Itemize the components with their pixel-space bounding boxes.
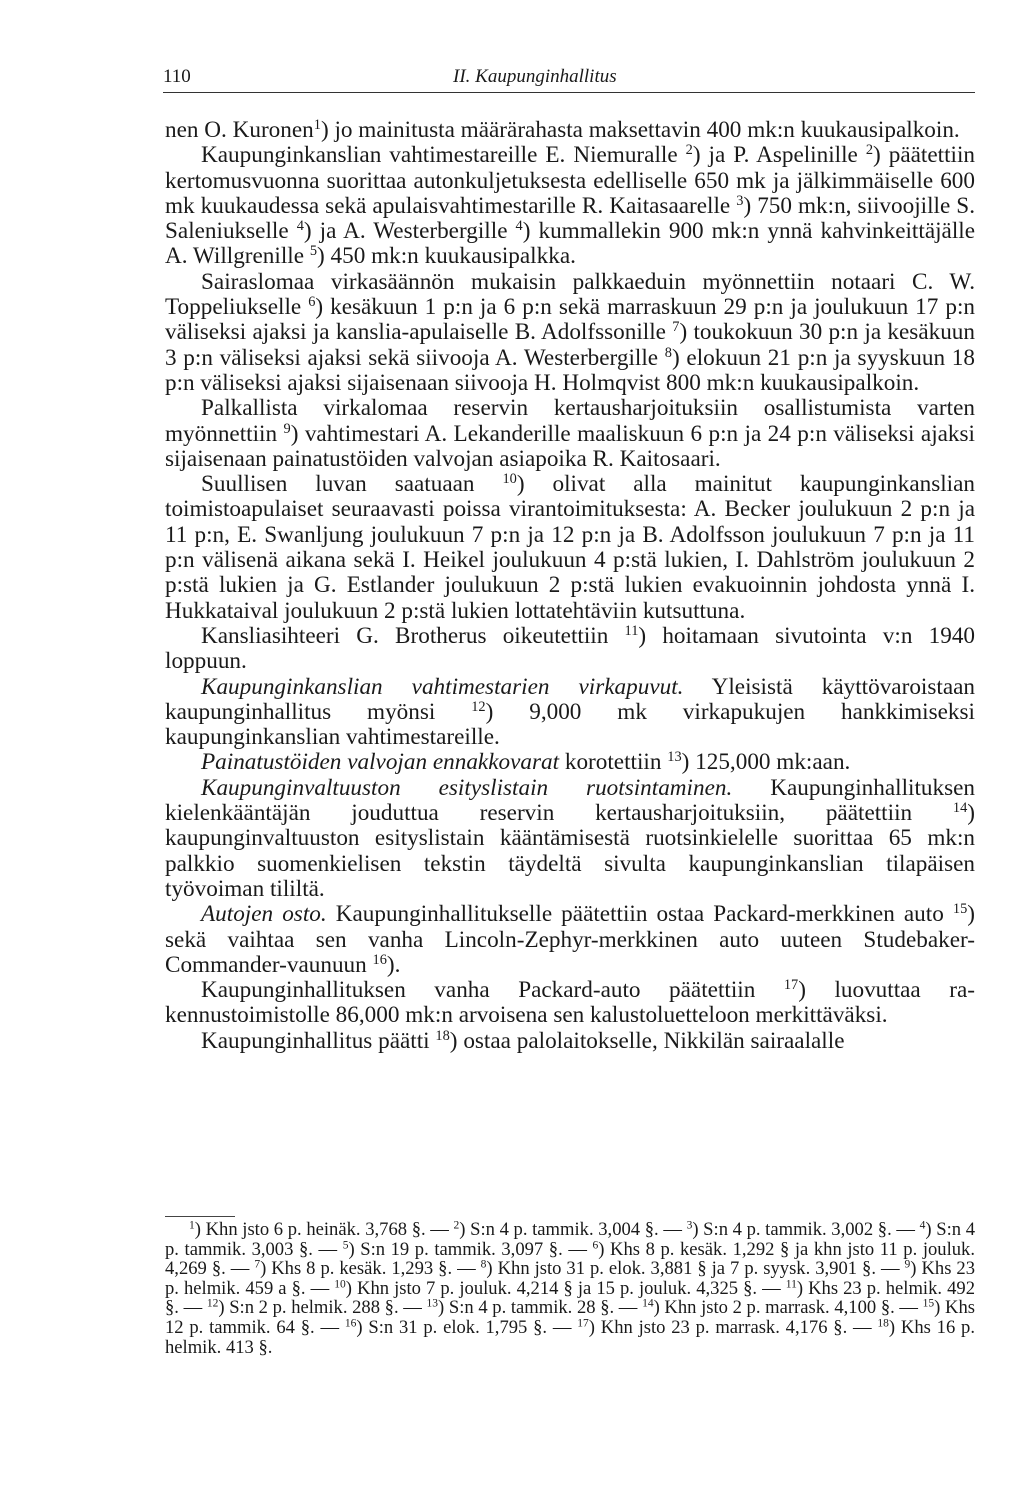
text-run: ). <box>386 951 401 978</box>
footnote-text: ) Khs 23 p. helmik. 459 a §. — <box>165 1258 975 1299</box>
footnote-ref: 6 <box>308 294 316 311</box>
footnote-ref: 5 <box>309 243 318 260</box>
paragraph <box>165 396 975 472</box>
footnote-ref: 14 <box>952 800 968 817</box>
footnote-number: 5 <box>342 1239 349 1252</box>
text-run: ) elokuun 21 p:n ja syyskuun 18 p:n väliseksi ajaksi sijaisenaan siivooja H. Holmqvist 800 mk:n kuukausipalkoin. <box>165 344 975 396</box>
footnote-text: ) S:n 4 p. tammik. 28 §. — <box>438 1297 643 1319</box>
footnote-ref: 8 <box>664 344 672 361</box>
text-run: ) 125,000 mk:aan. <box>681 749 851 776</box>
footnote-number: 10 <box>334 1278 346 1291</box>
text-run: ) jo mainitusta määrärahasta maksettavin 400 mk:n kuukausipalkoin. <box>320 117 960 143</box>
paragraph <box>165 1029 975 1054</box>
page-number: 110 <box>163 66 191 87</box>
footnote-text: ) Khn jsto 2 p. marrask. 4,100 §. — <box>653 1297 923 1319</box>
footnote-ref: 9 <box>283 420 291 437</box>
footnote-text: ) Khn jsto 31 p. elok. 3,881 § ja 7 p. syysk. 3,901 §. — <box>486 1258 905 1280</box>
paragraph <box>165 143 975 269</box>
section-heading: Painatustöiden valvojan ennakkovarat <box>201 749 560 776</box>
footnote-ref: 2 <box>865 142 874 159</box>
footnote-number: 6 <box>592 1239 599 1252</box>
text-run: Palkallista virkalomaa reservin kertausharjoituksiin osallistumista varten myönnettiin <box>165 395 975 447</box>
paragraph <box>165 118 975 143</box>
text-run: ) kesäkuun 1 p:n ja 6 p:n sekä marraskuun 29 p:n ja joulukuun 17 p:n väliseksi ajaksi ja kanslia-apulaiselle B. Adolfssonille <box>165 294 975 346</box>
paragraph <box>165 750 975 775</box>
footnote-text: ) Khs 8 p. kesäk. 1,293 §. — <box>260 1258 481 1280</box>
footnote-ref: 13 <box>667 749 682 766</box>
text-run: ) ja P. Aspelinille <box>692 142 866 169</box>
footnote-text: ) S:n 19 p. tammik. 3,097 §. — <box>348 1238 593 1260</box>
body-text <box>165 118 975 1054</box>
text-run: Sairaslomaa virkasäännön mukaisin palkkaeduin myönnettiin notaari C. W. Toppeliukselle <box>165 268 975 321</box>
footnote-text: ) S:n 4 p. tammik. 3,003 §. — <box>165 1219 975 1260</box>
text-run: nen O. Kuronen <box>165 117 314 143</box>
footnote-number: 11 <box>785 1278 797 1291</box>
text-run: Kansliasihteeri G. Brotherus oikeutettiin <box>201 622 625 649</box>
footnote-ref: 11 <box>624 623 639 640</box>
paragraph <box>165 472 975 624</box>
footnote-ref: 10 <box>502 471 517 488</box>
text-run: Kaupunginhallitukselle päätettiin ostaa Packard-merkkinen auto <box>326 901 953 928</box>
footnote-text: ) Khs 12 p. tammik. 64 §. — <box>165 1297 975 1338</box>
footnote-ref: 16 <box>372 951 387 968</box>
footnote-ref: 2 <box>685 142 693 159</box>
text-run: Kaupunginkanslian vahtimestareille E. Niemuralle <box>201 142 686 169</box>
text-run: Kaupunginhallitus päätti <box>201 1027 436 1054</box>
text-run: ) päätettiin kertomusvuonna suorittaa autonkuljetuksesta edelliselle 650 mk ja jälkimmäiselle 600 mk kuukaudessa sekä apulaisvahtimestarille R. Kaitasaarelle <box>165 142 976 219</box>
text-run: ) ostaa palolaitokselle, Nikkilän sairaalalle <box>449 1027 845 1054</box>
paragraph <box>165 270 975 396</box>
footnote-ref: 15 <box>952 901 968 918</box>
paragraph <box>165 675 975 751</box>
footnote-ref: 4 <box>296 218 304 235</box>
text-run: ) 450 mk:n kuukausipalkka. <box>317 243 576 270</box>
footnote-number: 16 <box>344 1317 357 1330</box>
footnote-number: 13 <box>426 1298 439 1311</box>
section-heading: Autojen osto. <box>201 901 327 928</box>
footnote-number: 4 <box>919 1219 926 1232</box>
text-run: ) 750 mk:n, siivoojille S. Saleniukselle <box>165 192 975 245</box>
footnote-text: ) Khs 16 p. helmik. 413 §. <box>165 1316 975 1358</box>
footnote-ref: 12 <box>471 698 486 715</box>
text-run: ) toukokuun 30 p:n ja kesäkuun 3 p:n väliseksi ajaksi sekä siivooja A. Westerbergille <box>165 319 975 371</box>
footnote-number: 8 <box>480 1258 487 1271</box>
text-run: ) hoitamaan sivutointa v:n 1940 loppuun. <box>165 622 976 675</box>
footnote-number: 17 <box>577 1317 589 1330</box>
footnote-ref: 7 <box>672 319 680 336</box>
paragraph <box>165 776 975 902</box>
footnote-number: 14 <box>642 1298 654 1311</box>
footnote-text: ) Khs 23 p. helmik. 492 §. — <box>165 1277 975 1319</box>
text-run: korotettiin <box>559 749 668 776</box>
footnote-number: 7 <box>254 1258 261 1271</box>
footnote-number: 9 <box>904 1258 911 1271</box>
footnote-number: 12 <box>206 1298 219 1311</box>
text-run: Kaupunginhallituksen vanha Packard-auto päätettiin <box>201 977 784 1004</box>
text-run: Yleisistä käyttövaroistaan kaupunginhallitus myönsi <box>165 673 975 725</box>
section-heading: Kaupunginvaltuuston esityslistain ruotsintaminen. <box>201 774 733 801</box>
footnote-text: ) Khn jsto 6 p. heinäk. 3,768 §. — <box>194 1219 454 1240</box>
footnote-text: ) S:n 31 p. elok. 1,795 §. — <box>356 1316 578 1338</box>
footnote-ref: 17 <box>783 977 799 994</box>
text-run: ) vahtimestari A. Lekanderille maaliskuun 6 p:n ja 24 p:n väliseksi ajaksi sijaisenaan painatustöiden valvojan asiapoika R. Kaitosaari. <box>165 420 975 472</box>
footnote-text: ) Khn jsto 23 p. marrask. 4,176 §. — <box>588 1316 878 1338</box>
footnote-ref: 1 <box>313 117 321 134</box>
footnote-text: ) Khs 8 p. kesäk. 1,292 § ja khn jsto 11 p. jouluk. 4,269 §. — <box>165 1238 975 1280</box>
footnotes <box>165 1220 975 1357</box>
text-run: ) luovuttaa rakennustoimistolle 86,000 mk:n arvoisena sen kalustoluetteloon merkittäväksi. <box>165 977 975 1029</box>
footnote-number: 2 <box>453 1219 460 1232</box>
footnote-text: ) S:n 4 p. tammik. 3,002 §. — <box>692 1219 920 1240</box>
footnote-number: 3 <box>686 1219 693 1232</box>
footnote-ref: 3 <box>736 192 744 209</box>
text-run: ) olivat alla mainitut kaupunginkanslian toimistoapulaiset seuraavasti poissa virantoimituksesta: A. Becker joulukuun 2 p:n ja 11 p:n, E. Swanljung joulukuun 7 p:n ja 12 p:n ja B. Adolfsson joulukuun 7 p:n ja 11 p:n välisenä aikana sekä I. Heikel joulukuun 4 p:stä lukien, I. Dahlström joulukuun 2 p:stä lukien ja G. Estlander joulukuun 2 p:stä lukien evakuoinnin johdosta ynnä I. Hukkataival joulukuun 2 p:stä lukien lottatehtäviin kutsuttuna. <box>165 471 975 624</box>
footnote-ref: 4 <box>515 218 523 235</box>
footnote-number: 15 <box>922 1298 935 1311</box>
text-run: Kaupunginhallituksen kielenkääntäjän jouduttua reservin kertausharjoituksiin, päätettiin <box>165 774 975 827</box>
running-head <box>163 64 975 90</box>
paragraph <box>165 624 975 675</box>
text-run: ) 9,000 mk virkapukujen hankkimiseksi kaupunginkanslian vahtimestareille. <box>165 698 975 751</box>
footnote-number: 18 <box>877 1317 889 1330</box>
paragraph <box>165 978 975 1029</box>
paragraph <box>165 902 975 978</box>
footnote-rule <box>165 1216 235 1217</box>
text-run: Suullisen luvan saatuaan <box>201 471 503 498</box>
footnote-text: ) S:n 4 p. tammik. 3,004 §. — <box>459 1219 687 1240</box>
footnote-number: 1 <box>189 1219 195 1232</box>
footnote-ref: 18 <box>435 1027 450 1044</box>
text-run: ) kummallekin 900 mk:n ynnä kahvinkeittäjälle A. Willgrenille <box>165 218 976 270</box>
running-title: II. Kaupunginhallitus <box>453 66 617 87</box>
section-heading: Kaupunginkanslian vahtimestarien virkapuvut. <box>201 673 684 700</box>
text-run: ) kaupunginvaltuuston esityslistain kääntämisestä ruotsinkielelle suorittaa 65 mk:n palkkio suomenkielisen tekstin täydeltä sivulta kaupunginkanslian tilapäisen työvoiman tililtä. <box>165 800 975 902</box>
text-run: ) ja A. Westerbergille <box>303 218 516 245</box>
header-rule <box>163 92 975 93</box>
footnote-text: ) Khn jsto 7 p. jouluk. 4,214 § ja 15 p. jouluk. 4,325 §. — <box>345 1277 786 1299</box>
footnote-text: ) S:n 2 p. helmik. 288 §. — <box>218 1297 427 1319</box>
text-run: ) sekä vaihtaa sen vanha Lincoln-Zephyr-merkkinen auto uuteen Studebaker-Commander-vaunuun <box>165 901 975 978</box>
